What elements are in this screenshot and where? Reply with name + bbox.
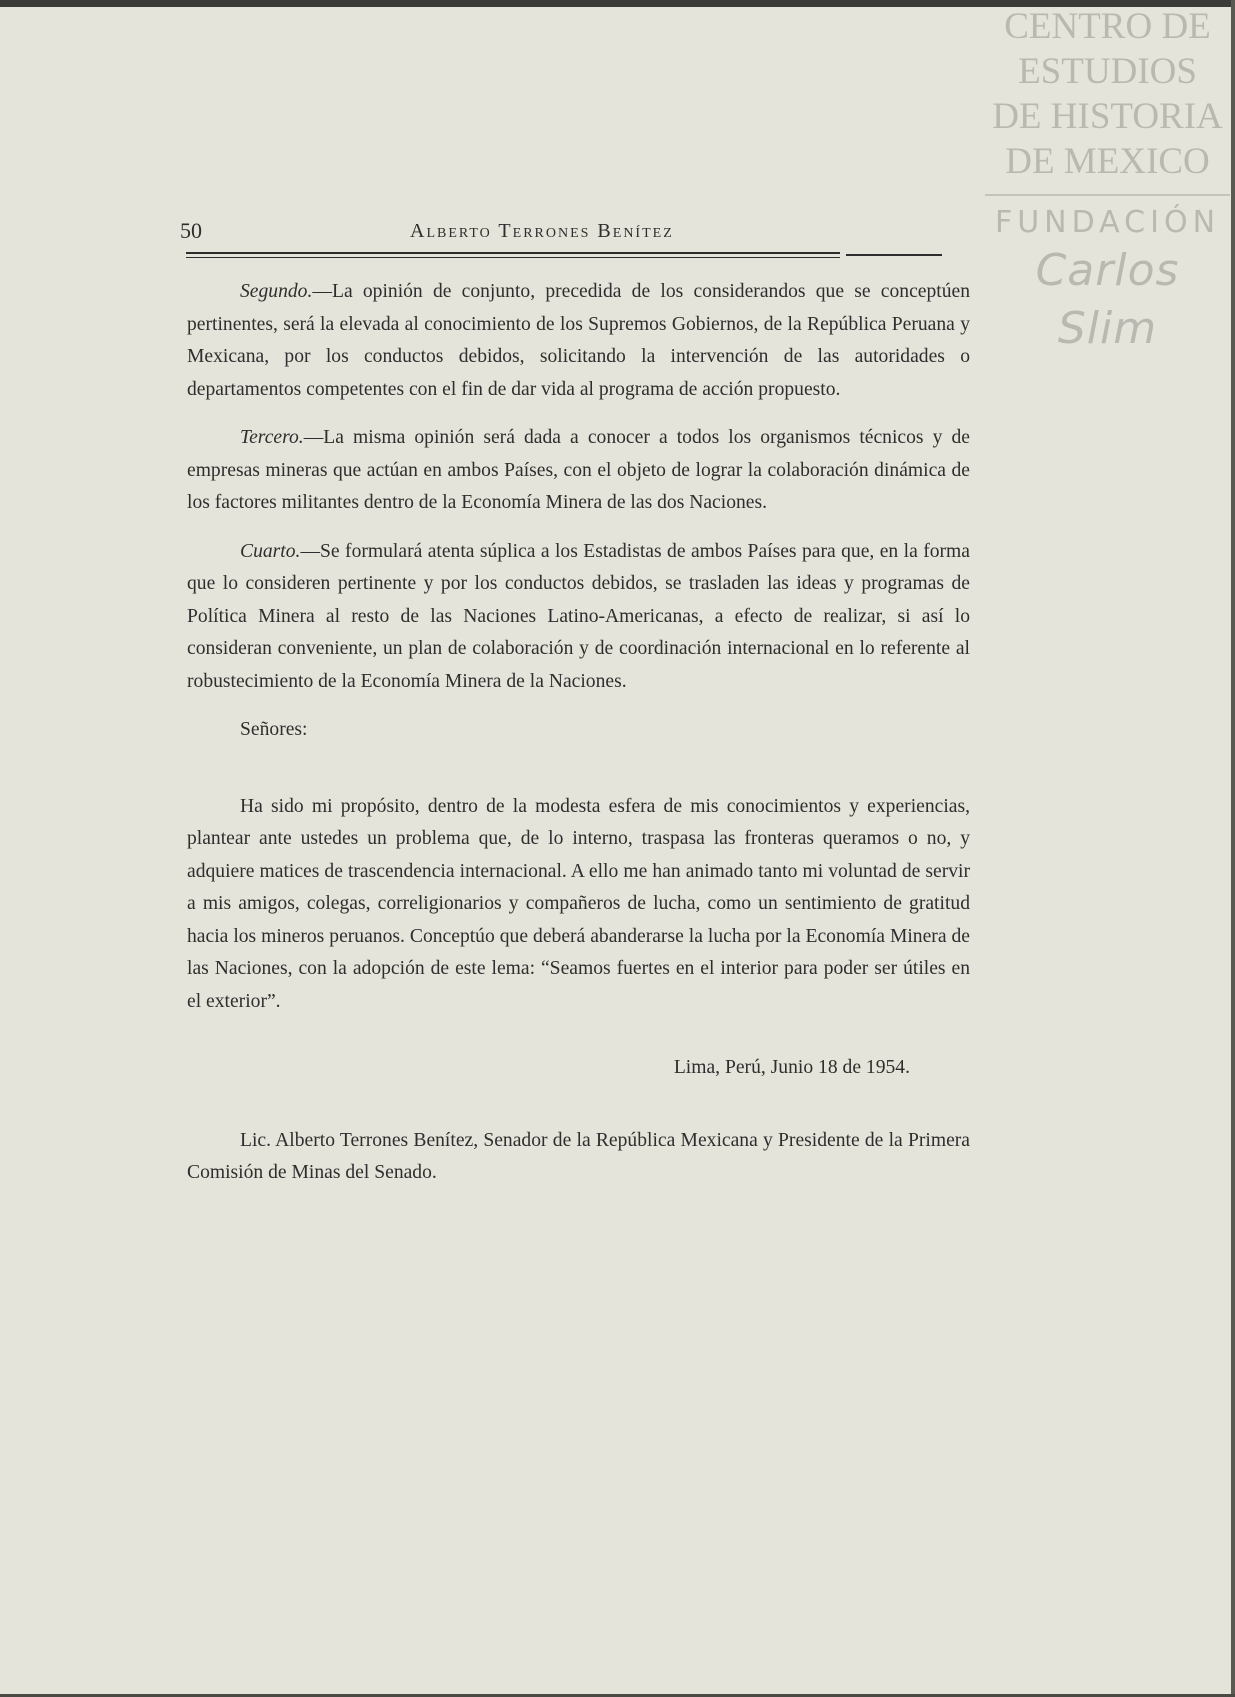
watermark-line-1: CENTRO DE [1004,6,1211,47]
paragraph-cuarto [187,536,970,699]
watermark-line-4: DE MEXICO [1005,141,1210,182]
paragraph-text: —La misma opinión será dada a conocer a todos los organismos técnicos y de empresas mineras que actúan en ambos Países, con el objeto de lograr la colaboración dinámica de los factores militantes dentro de la Economía Minera de las dos Naciones. [187,427,970,513]
signature-block: Lic. Alberto Terrones Benítez, Senador de la República Mexicana y Presidente de la Primera Comisión de Minas del Senado. [187,1129,970,1183]
page-number: 50 [180,218,202,243]
paragraph-text: —La opinión de conjunto, precedida de los considerandos que se conceptúen pertinentes, será la elevada al conocimiento de los Supremos Gobiernos, de la República Peruana y Mexicana, por los conductos debidos, solicitando la intervención de las autoridades o departamentos competentes con el fin de dar vida al programa de acción propuesto. [187,281,970,400]
archive-watermark [985,4,1230,358]
paragraph-segundo [187,276,970,406]
paragraph-lead: Segundo. [240,281,313,302]
watermark-line-3: DE HISTORIA [992,96,1223,137]
page-header [180,218,965,258]
header-rule-thin [186,257,840,258]
header-rule [186,252,840,254]
paragraph-tercero [187,422,970,520]
watermark-divider [985,194,1230,196]
salutation: Señores: [240,719,308,740]
paragraph-lead: Cuarto. [240,540,301,562]
watermark-foundation: FUNDACIÓN [994,205,1221,240]
watermark-line-2: ESTUDIOS [1018,51,1197,92]
date-line: Lima, Perú, Junio 18 de 1954. [673,1057,910,1078]
paragraph-lead: Tercero. [240,427,304,448]
paragraph-closing: Ha sido mi propósito, dentro de la modesta esfera de mis conocimientos y experiencias, plantear ante ustedes un problema que, de lo interno, traspasa las fronteras queramos o no, y adquiere matices de trascendencia internacional. A ello me han animado tanto mi voluntad de servir a mis amigos, colegas, correligionarios y compañeros de lucha, como un sentimiento de gratitud hacia los mineros peruanos. Conceptúo que deberá abanderarse la lucha por la Economía Minera de las Naciones, con la adopción de este lema: “Seamos fuertes en el interior para poder ser útiles en el exterior”. [187,795,970,1012]
watermark-signature-logo: Carlos Slim [1035,245,1180,354]
running-head: Alberto Terrones Benítez [410,220,674,242]
page-body [187,276,970,1206]
scan-right-edge [1231,0,1235,1697]
header-rule-tail [846,254,942,256]
paragraph-text: —Se formulará atenta súplica a los Estadistas de ambos Países para que, en la forma que lo consideren pertinente y por los conductos debidos, se trasladen las ideas y programas de Política Minera al resto de las Naciones Latino-Americanas, a efecto de realizar, si así lo consideran conveniente, un plan de colaboración y de coordinación internacional en lo referente al robustecimiento de la Economía Minera de la Naciones. [187,540,970,692]
